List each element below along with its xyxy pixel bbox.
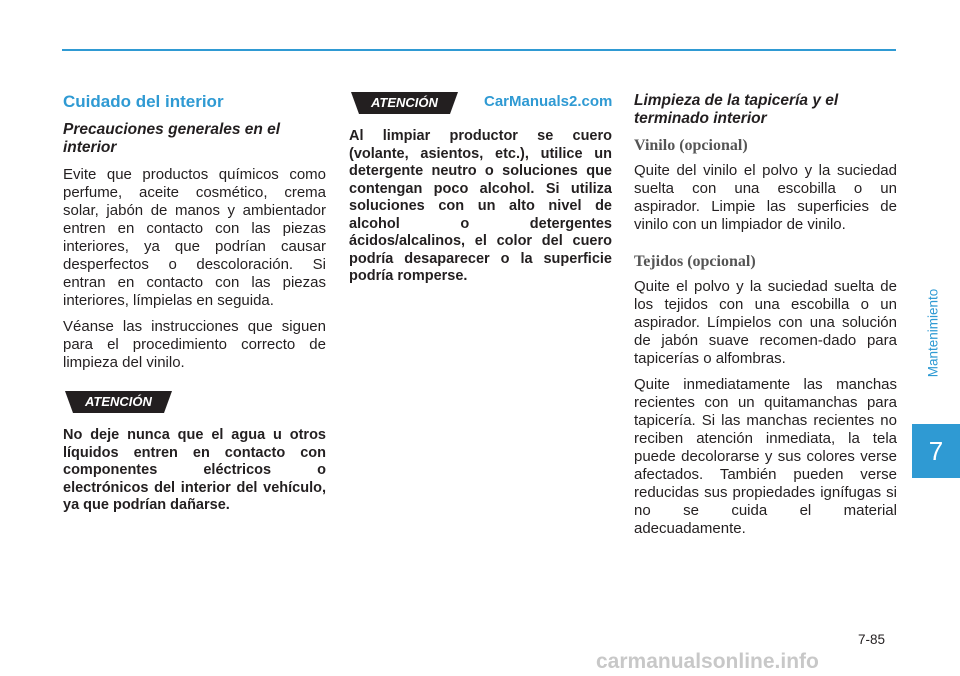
subheading-precautions: Precauciones generales en el interior bbox=[63, 121, 281, 156]
chapter-side-label bbox=[921, 250, 945, 415]
vinyl-heading: Vinilo (opcional) bbox=[634, 137, 748, 154]
paragraph-chemicals: Evite que productos químicos como perfume, aceite cosmético, crema solar, jabón de manos y ambientador entren en contacto con las piezas interiores, ya que podrían causar desperfectos o descoloración. Si entran en contacto con las piezas interiores, límpielas en seguida. bbox=[63, 166, 326, 309]
footer-watermark: carmanualsonline.info bbox=[596, 650, 819, 673]
fabric-text-1: Quite el polvo y la suciedad suelta de los tejidos con una escobilla o un aspirador. Límpielos con una solución de jabón suave recomen-dado para tapicerías o alfombras. bbox=[634, 278, 897, 367]
page-number: 7-85 bbox=[858, 632, 886, 647]
fabric-text-2: Quite inmediatamente las manchas recientes con un quitamanchas para tapicería. Si las manchas recientes no reciben atención inmediata, la tela puede decolorarse y sus colores verse afectados. También pueden verse reducidas sus propiedades ignífugas si no se cuida el material adecuadamente. bbox=[634, 376, 897, 537]
warning-badge: ATENCIÓN bbox=[73, 391, 164, 413]
watermark-carmanuals: CarManuals2.com bbox=[484, 93, 613, 110]
subheading-upholstery: Limpieza de la tapicería y el terminado interior bbox=[634, 92, 839, 127]
warning-badge: ATENCIÓN bbox=[359, 92, 450, 114]
paragraph-vinyl-ref: Véanse las instrucciones que siguen para el procedimiento correcto de limpieza del vinilo. bbox=[63, 318, 326, 371]
header-rule bbox=[62, 49, 896, 51]
warning-text-liquids: No deje nunca que el agua u otros líquidos entren en contacto con componentes eléctricos o electrónicos del interior del vehículo, ya que podrían dañarse. bbox=[63, 427, 326, 513]
fabric-heading: Tejidos (opcional) bbox=[634, 253, 756, 270]
section-title: Cuidado del interior bbox=[63, 92, 224, 111]
chapter-number-tab: 7 bbox=[912, 424, 960, 478]
column-2 bbox=[349, 92, 612, 286]
column-1 bbox=[63, 92, 326, 515]
warning-text-leather: Al limpiar productor se cuero (volante, asientos, etc.), utilice un detergente neutro o soluciones que contengan poco alcohol. Si utiliza soluciones con un alto nivel de alcohol o detergentes ácidos/alcalinos, el color del cuero podría desaparecer o la superficie podría romperse. bbox=[349, 128, 612, 284]
vinyl-text: Quite del vinilo el polvo y la suciedad suelta con una escobilla o un aspirador. Limpie las superficies de vinilo con un limpiador de vinilo. bbox=[634, 162, 897, 233]
column-3 bbox=[634, 92, 897, 546]
chapter-label: Mantenimiento bbox=[925, 288, 941, 377]
